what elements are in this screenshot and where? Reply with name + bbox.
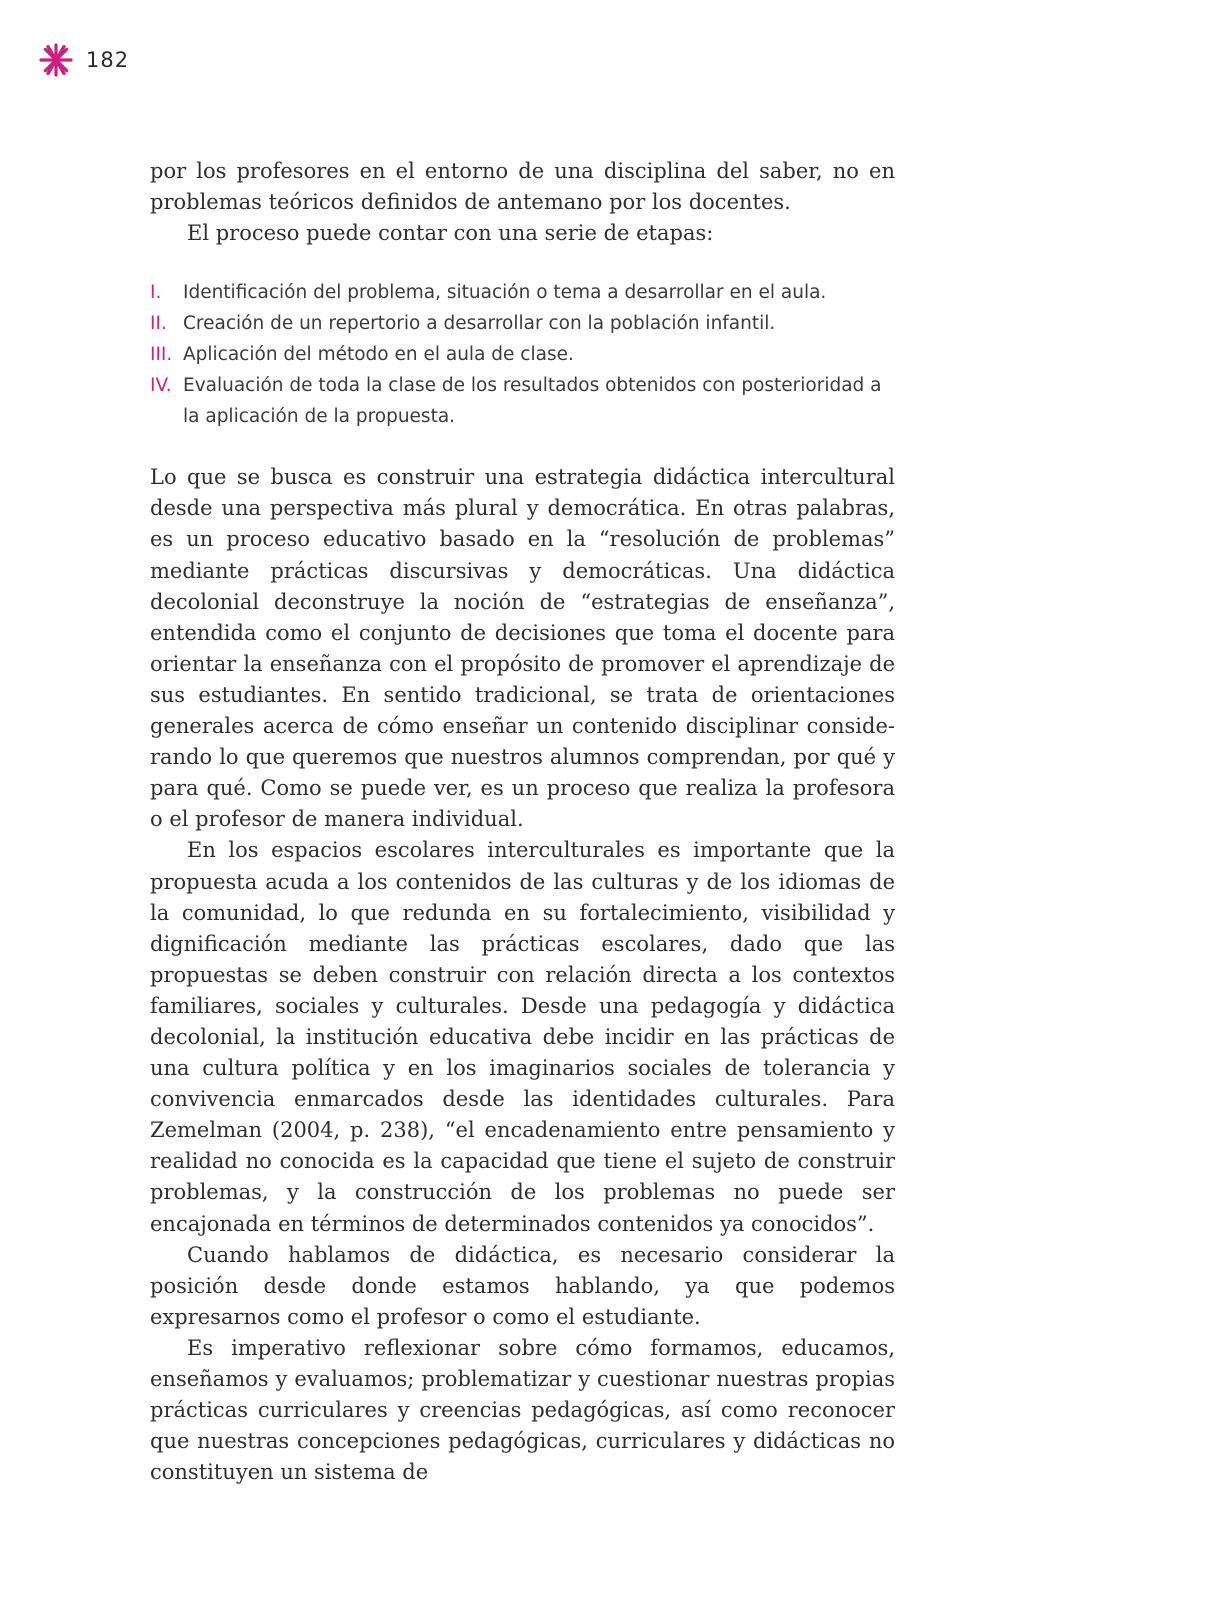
list-item-text: Identificación del problema, situación o tema a desarrollar en el aula. <box>183 282 827 304</box>
body-paragraph: En los espacios escolares interculturales es importante que la propuesta acuda a los contenidos de las culturas y de los idiomas de la comunidad, lo que redunda en su fortalecimiento, visibilidad y dignificación mediante las prácticas escolares, dado que las propuestas se deben construir con relación directa a los contextos familiares, sociales y culturales. Desde una pedagogía y didáctica decolonial, la institución educativa debe incidir en las prácticas de una cultura política y en los imaginarios sociales de tolerancia y convivencia enmarcados desde las identidades culturales. Para Zemelman (2004, p. 238), “el encadenamiento entre pensamiento y realidad no conocida es la capacidad que tiene el sujeto de construir problemas, y la construcción de los problemas no puede ser encajonada en términos de determinados contenidos ya conocidos”. <box>150 838 895 1236</box>
list-item-text: Creación de un repertorio a desarrollar con la población infantil. <box>183 313 776 335</box>
list-numeral: II. <box>150 313 167 335</box>
list-item <box>150 339 895 370</box>
list-item <box>150 308 895 339</box>
list-numeral: IV. <box>150 375 172 397</box>
body-paragraph: El proceso puede contar con una serie de etapas: <box>187 221 714 246</box>
body-paragraph: Cuando hablamos de didáctica, es necesario considerar la posición desde donde estamos hablando, ya que podemos expresarnos como el profesor o como el estudiante. <box>150 1242 895 1329</box>
body-paragraph: por los profesores en el entorno de una disciplina del saber, no en problemas teóricos definidos de antemano por los docentes. <box>150 159 895 215</box>
list-item-text: Evaluación de toda la clase de los resultados obtenidos con posterioridad a la aplicación de la propuesta. <box>183 375 882 428</box>
page-header <box>38 42 129 78</box>
body-paragraph: Lo que se busca es construir una estrategia didáctica intercultural desde una perspectiva más plural y democrática. En otras palabras, es un proceso educativo basado en la “resolución de problemas” mediante prácticas discursivas y democráticas. Una didáctica decolonial deconstruye la noción de “estrategias de enseñanza”, entendida como el conjunto de decisiones que toma el docente para orientar la enseñanza con el propósito de promover el aprendizaje de sus estudiantes. En sentido tradicional, se trata de orientaciones generales acerca de cómo enseñar un contenido disciplinar considerando lo que queremos que nuestros alumnos comprendan, por qué y para qué. Como se puede ver, es un proceso que realiza la profesora o el profesor de manera individual. <box>150 465 895 832</box>
page-body <box>150 156 895 1488</box>
page-number: 182 <box>86 48 130 72</box>
stages-list <box>150 277 895 432</box>
list-numeral: I. <box>150 282 162 304</box>
body-paragraph: Es imperativo reflexionar sobre cómo formamos, educamos, enseñamos y evaluamos; problematizar y cuestionar nuestras propias prácticas curriculares y creencias pedagógicas, así como reconocer que nuestras concepciones pedagógicas, curriculares y didácticas no constituyen un sistema de <box>150 1335 895 1485</box>
list-item-text: Aplicación del método en el aula de clase. <box>183 344 574 366</box>
list-item <box>150 370 895 432</box>
asterisk-icon <box>38 42 74 78</box>
list-item <box>150 277 895 308</box>
list-numeral: III. <box>150 344 173 366</box>
